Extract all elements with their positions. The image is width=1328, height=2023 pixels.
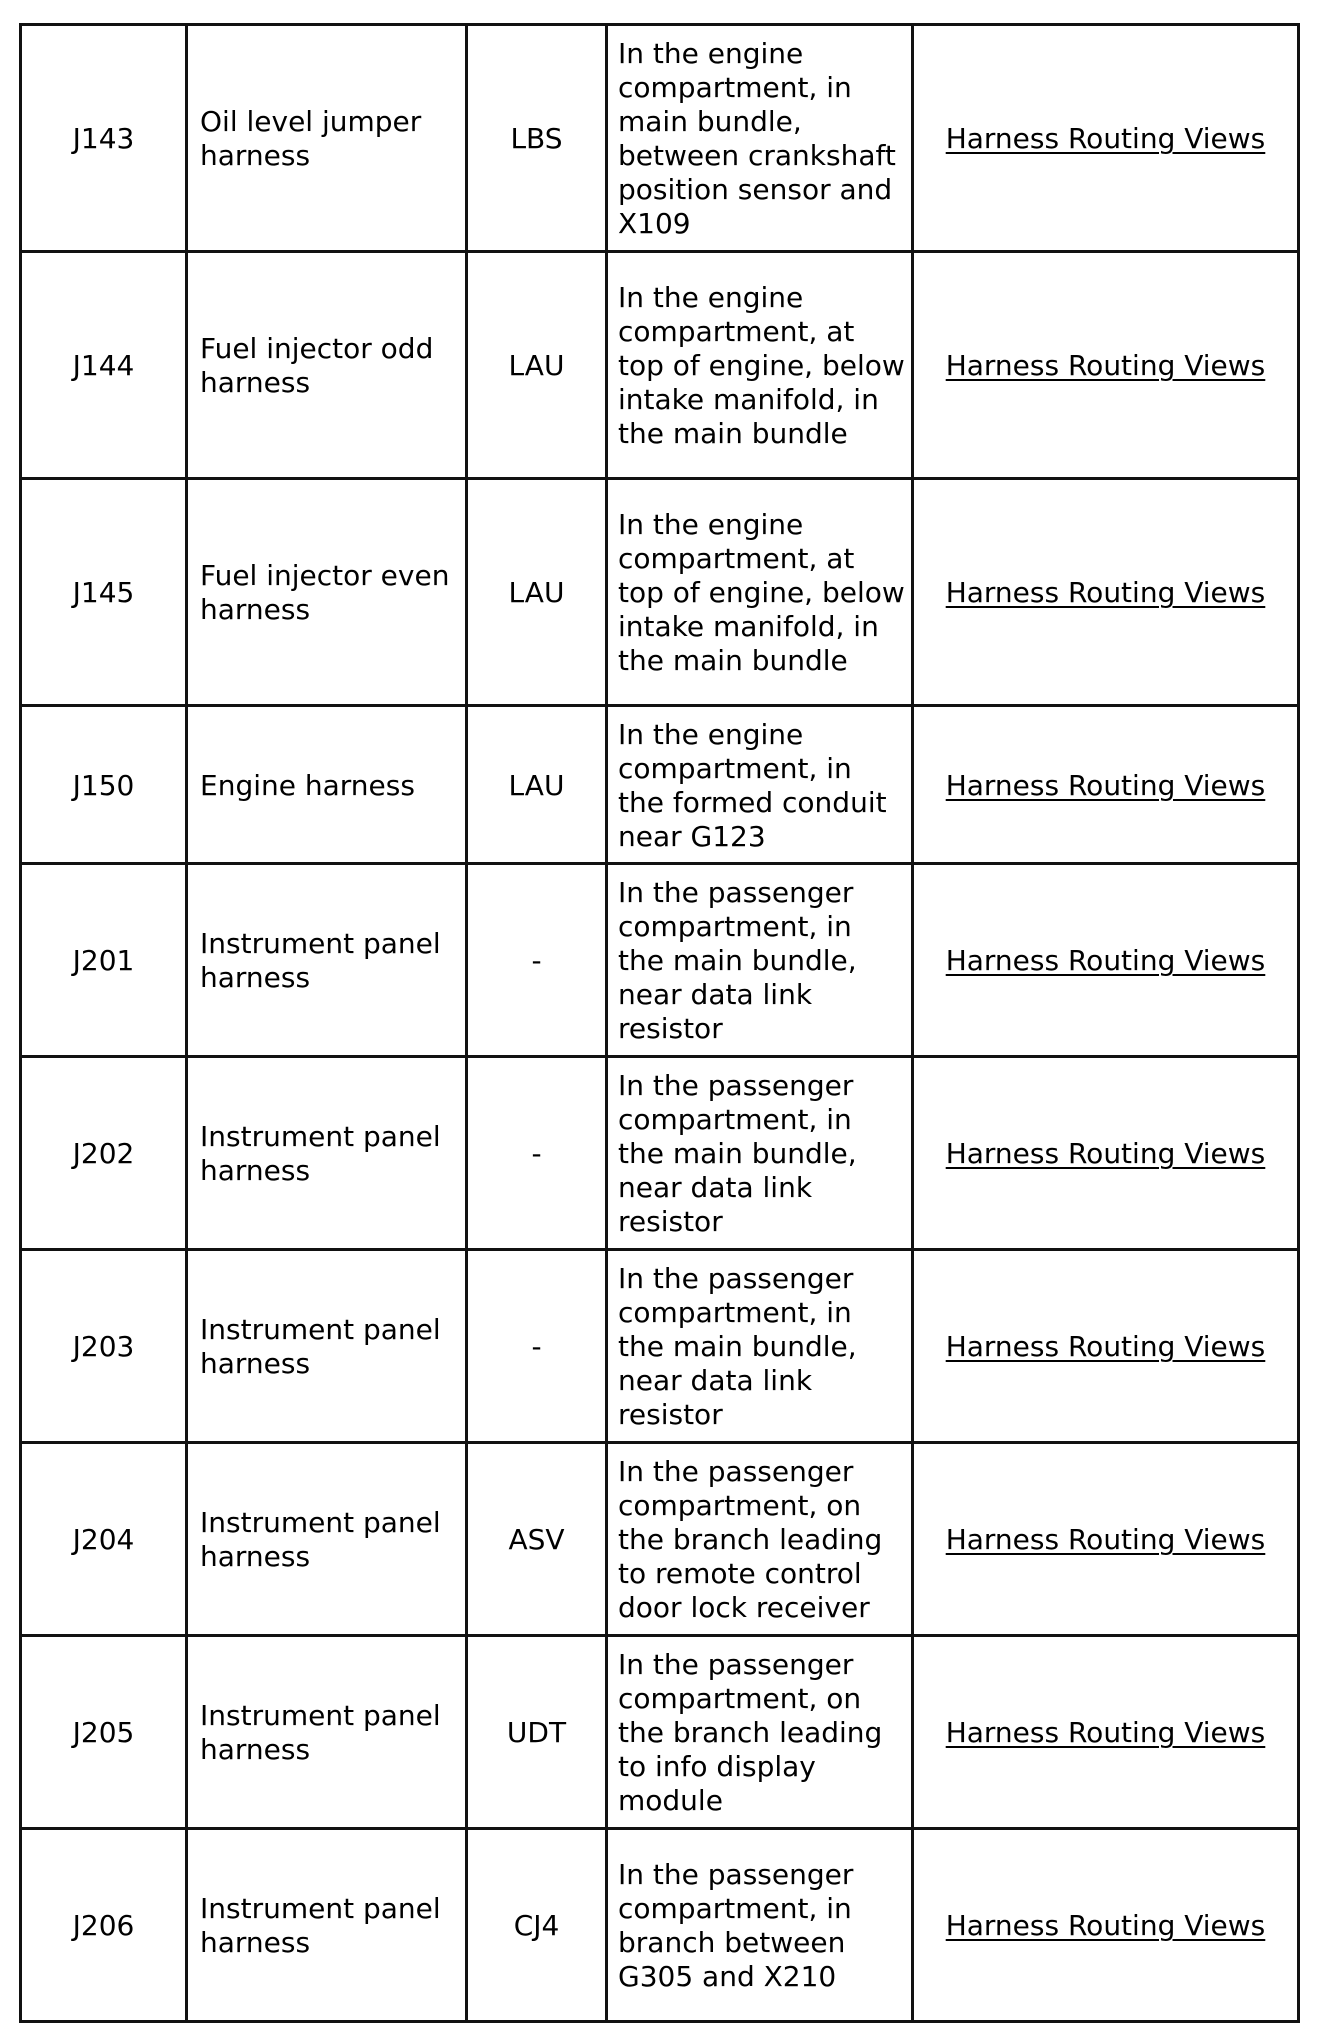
- location-cell: [607, 1636, 913, 1829]
- option-code-cell: [467, 25, 607, 252]
- junction-id: J144: [72, 349, 135, 382]
- option-code: -: [531, 1137, 542, 1170]
- location-cell: [607, 479, 913, 706]
- junction-id-cell: [21, 706, 187, 864]
- location-text: In the passenger compartment, in branch between G305 and X210: [618, 1858, 854, 1993]
- routing-link-cell: [913, 706, 1299, 864]
- table-row: [21, 1636, 1299, 1829]
- harness-routing-views-link[interactable]: Harness Routing Views: [945, 122, 1266, 155]
- junction-id-cell: [21, 25, 187, 252]
- location-cell: [607, 864, 913, 1057]
- harness-description-cell: [187, 25, 467, 252]
- location-cell: [607, 706, 913, 864]
- routing-link-cell: [913, 864, 1299, 1057]
- option-code-cell: [467, 1829, 607, 2022]
- table-row: [21, 864, 1299, 1057]
- routing-link-cell: [913, 1250, 1299, 1443]
- junction-id: J202: [72, 1137, 135, 1170]
- harness-routing-views-link[interactable]: Harness Routing Views: [945, 576, 1266, 609]
- location-cell: [607, 1250, 913, 1443]
- harness-description: Fuel injector odd harness: [200, 332, 434, 399]
- table-row: [21, 1250, 1299, 1443]
- routing-link-cell: [913, 25, 1299, 252]
- junction-id: J145: [72, 576, 135, 609]
- harness-routing-views-link[interactable]: Harness Routing Views: [945, 1330, 1266, 1363]
- option-code: LAU: [508, 349, 565, 382]
- harness-description-cell: [187, 864, 467, 1057]
- harness-routing-views-link[interactable]: Harness Routing Views: [945, 1137, 1266, 1170]
- table-row: [21, 252, 1299, 479]
- option-code: CJ4: [513, 1909, 560, 1942]
- location-text: In the passenger compartment, in the main bundle, near data link resistor: [618, 1262, 857, 1431]
- junction-id: J204: [72, 1523, 135, 1556]
- location-text: In the passenger compartment, on the branch leading to info display module: [618, 1648, 883, 1817]
- option-code-cell: [467, 706, 607, 864]
- option-code: -: [531, 1330, 542, 1363]
- harness-description: Oil level jumper harness: [200, 105, 422, 172]
- routing-link-cell: [913, 479, 1299, 706]
- junction-id: J203: [72, 1330, 135, 1363]
- option-code-cell: [467, 864, 607, 1057]
- option-code: ASV: [508, 1523, 565, 1556]
- option-code: UDT: [506, 1716, 567, 1749]
- option-code-cell: [467, 479, 607, 706]
- harness-description: Instrument panel harness: [200, 1506, 441, 1573]
- harness-description: Instrument panel harness: [200, 1699, 441, 1766]
- routing-link-cell: [913, 1829, 1299, 2022]
- junction-id-cell: [21, 1829, 187, 2022]
- routing-link-cell: [913, 252, 1299, 479]
- table-row: [21, 1057, 1299, 1250]
- location-text: In the passenger compartment, in the main bundle, near data link resistor: [618, 1069, 857, 1238]
- routing-link-cell: [913, 1636, 1299, 1829]
- harness-description-cell: [187, 706, 467, 864]
- harness-description-cell: [187, 1443, 467, 1636]
- location-cell: [607, 25, 913, 252]
- option-code: LBS: [510, 122, 563, 155]
- option-code: -: [531, 944, 542, 977]
- junction-id-cell: [21, 864, 187, 1057]
- harness-description-cell: [187, 1250, 467, 1443]
- harness-description: Engine harness: [200, 768, 415, 802]
- harness-routing-views-link[interactable]: Harness Routing Views: [945, 768, 1266, 802]
- location-text: In the passenger compartment, in the main bundle, near data link resistor: [618, 876, 857, 1045]
- harness-table: [19, 23, 1300, 2023]
- junction-id-cell: [21, 1250, 187, 1443]
- location-text: In the engine compartment, in main bundle, between crankshaft position sensor and X109: [618, 37, 896, 240]
- harness-description-cell: [187, 1829, 467, 2022]
- junction-id: J205: [72, 1716, 135, 1749]
- location-cell: [607, 1057, 913, 1250]
- table-row: [21, 1829, 1299, 2022]
- harness-routing-views-link[interactable]: Harness Routing Views: [945, 1909, 1266, 1942]
- option-code: LAU: [508, 768, 565, 802]
- table-body: [21, 25, 1299, 2022]
- routing-link-cell: [913, 1443, 1299, 1636]
- routing-link-cell: [913, 1057, 1299, 1250]
- harness-description: Instrument panel harness: [200, 927, 441, 994]
- option-code: LAU: [508, 576, 565, 609]
- harness-routing-views-link[interactable]: Harness Routing Views: [945, 1523, 1266, 1556]
- junction-id-cell: [21, 252, 187, 479]
- location-cell: [607, 252, 913, 479]
- harness-description-cell: [187, 1636, 467, 1829]
- location-text: In the engine compartment, at top of engine, below intake manifold, in the main bundle: [618, 281, 905, 450]
- junction-id: J143: [72, 122, 135, 155]
- table-row: [21, 706, 1299, 864]
- location-text: In the passenger compartment, on the branch leading to remote control door lock receiver: [618, 1455, 883, 1624]
- harness-routing-views-link[interactable]: Harness Routing Views: [945, 944, 1266, 977]
- junction-id-cell: [21, 1636, 187, 1829]
- location-cell: [607, 1443, 913, 1636]
- option-code-cell: [467, 252, 607, 479]
- junction-id-cell: [21, 479, 187, 706]
- harness-description-cell: [187, 1057, 467, 1250]
- junction-id-cell: [21, 1057, 187, 1250]
- junction-id: J150: [72, 768, 135, 802]
- junction-id-cell: [21, 1443, 187, 1636]
- table-row: [21, 479, 1299, 706]
- harness-description: Fuel injector even harness: [200, 559, 450, 626]
- harness-description: Instrument panel harness: [200, 1892, 441, 1959]
- junction-id: J201: [72, 944, 135, 977]
- option-code-cell: [467, 1443, 607, 1636]
- harness-description: Instrument panel harness: [200, 1313, 441, 1380]
- location-cell: [607, 1829, 913, 2022]
- option-code-cell: [467, 1636, 607, 1829]
- harness-routing-views-link[interactable]: Harness Routing Views: [945, 349, 1266, 382]
- option-code-cell: [467, 1057, 607, 1250]
- harness-description-cell: [187, 252, 467, 479]
- junction-id: J206: [72, 1909, 135, 1942]
- harness-routing-views-link[interactable]: Harness Routing Views: [945, 1716, 1266, 1749]
- table-row: [21, 1443, 1299, 1636]
- location-text: In the engine compartment, in the formed conduit near G123: [618, 717, 887, 853]
- option-code-cell: [467, 1250, 607, 1443]
- harness-description-cell: [187, 479, 467, 706]
- table-row: [21, 25, 1299, 252]
- location-text: In the engine compartment, at top of engine, below intake manifold, in the main bundle: [618, 508, 905, 677]
- harness-description: Instrument panel harness: [200, 1120, 441, 1187]
